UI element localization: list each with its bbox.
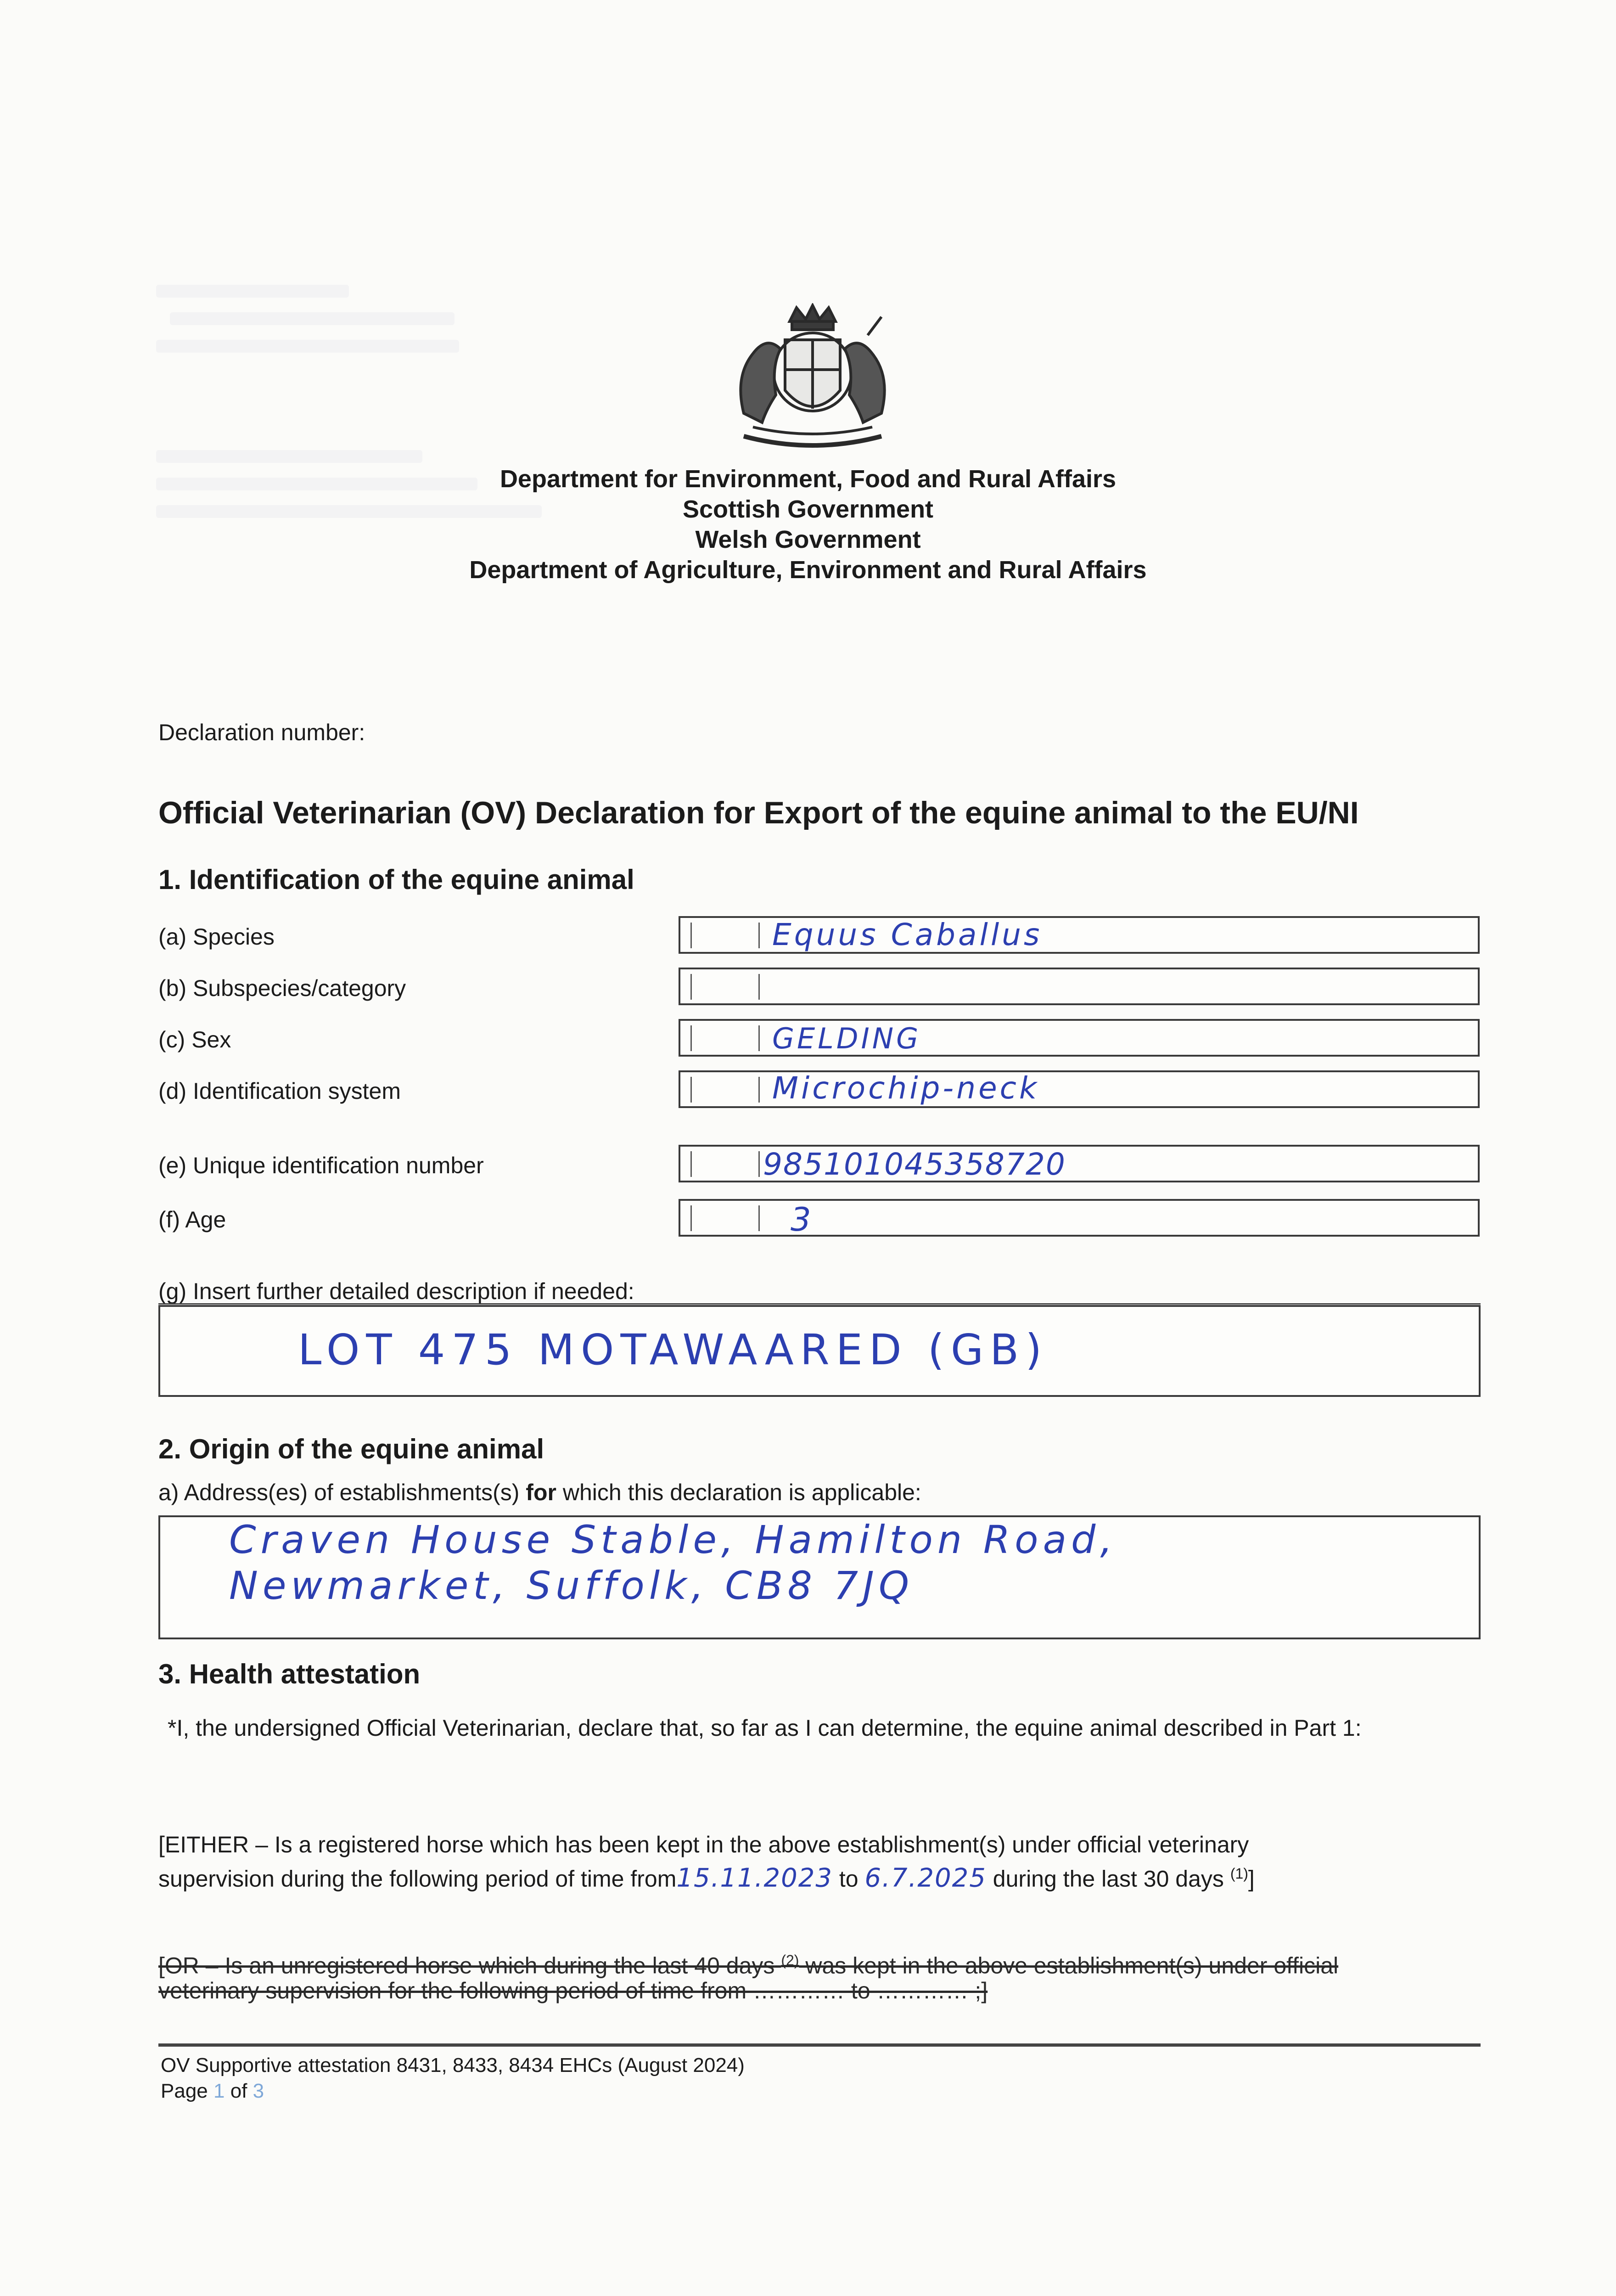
field-label-sex: (c) Sex	[158, 1027, 231, 1052]
field-divider	[758, 1077, 760, 1103]
species-field[interactable]	[679, 916, 1480, 954]
field-label-species: (a) Species	[158, 924, 275, 950]
section-heading: 1. Identification of the equine animal	[158, 864, 634, 895]
sex-field[interactable]	[679, 1019, 1480, 1057]
or-clause-struck: veterinary supervision for the following period of time from ………… to ………… ;]	[158, 1978, 988, 2003]
either-clause-line: supervision during the following period of time from15.11.2023 to 6.7.2025 during the last 30 days $^{(1)}$]	[158, 1863, 1255, 1893]
document-title: Official Veterinarian (OV) Declaration for Export of the equine animal to the EU/NI	[158, 795, 1359, 830]
field-divider	[690, 1077, 692, 1103]
declaration-number-label: Declaration number:	[158, 720, 365, 745]
field-divider	[758, 1151, 760, 1177]
footer-reference: OV Supportive attestation 8431, 8433, 8434 EHCs (August 2024)	[161, 2054, 745, 2077]
scan-artifact	[170, 312, 454, 325]
attestation-intro: *I, the undersigned Official Veterinarian, declare that, so far as I can determine, the equine animal described in Part 1:	[168, 1715, 1362, 1741]
scan-artifact	[156, 450, 422, 463]
age-value: 3	[791, 1201, 814, 1238]
field-label-unique-id: (e) Unique identification number	[158, 1153, 484, 1178]
field-label-subspecies: (b) Subspecies/category	[158, 975, 406, 1001]
divider	[158, 1303, 1481, 1305]
page-indicator: Page 1 of 3	[161, 2080, 264, 2102]
field-divider	[758, 1025, 760, 1051]
department-name: Department for Environment, Food and Rural Affairs	[499, 465, 1117, 493]
section-heading: 2. Origin of the equine animal	[158, 1434, 544, 1464]
address-line: Craven House Stable, Hamilton Road,	[229, 1517, 1117, 1562]
identification-system-value: Microchip-neck	[772, 1070, 1040, 1106]
address-line: Newmarket, Suffolk, CB8 7JQ	[229, 1563, 914, 1608]
scan-artifact	[156, 340, 459, 353]
field-divider	[758, 1205, 760, 1231]
field-label-identification-system: (d) Identification system	[158, 1078, 401, 1104]
department-name: Scottish Government	[682, 495, 934, 523]
field-divider	[690, 1205, 692, 1231]
department-name: Department of Agriculture, Environment and Rural Affairs	[469, 556, 1147, 584]
field-divider	[690, 1151, 692, 1177]
field-divider	[758, 974, 760, 1000]
field-divider	[690, 923, 692, 948]
date-to-value: 6.7.2025	[864, 1863, 987, 1893]
date-from-value: 15.11.2023	[676, 1863, 833, 1893]
field-divider	[690, 974, 692, 1000]
either-clause-line: [EITHER – Is a registered horse which has been kept in the above establishment(s) under official veterinary	[158, 1832, 1249, 1857]
field-divider	[758, 923, 760, 948]
field-label-age: (f) Age	[158, 1207, 226, 1232]
scan-artifact	[156, 285, 349, 298]
species-value: Equus Caballus	[772, 917, 1043, 952]
royal-crest-icon	[716, 303, 909, 459]
section-heading: 3. Health attestation	[158, 1659, 421, 1689]
department-name: Welsh Government	[695, 526, 921, 553]
unique-id-field[interactable]	[679, 1145, 1480, 1182]
further-description-label: (g) Insert further detailed description if needed:	[158, 1278, 634, 1304]
identification-system-field[interactable]	[679, 1070, 1480, 1108]
footer	[161, 2053, 745, 2104]
further-description-value: LOT 475 MOTAWAARED (GB)	[298, 1325, 1049, 1374]
age-field[interactable]	[679, 1199, 1480, 1237]
or-clause-struck: [OR – Is an unregistered horse which during the last 40 days $^{(2)}$ was kept in the above establishment(s) under official	[158, 1952, 1339, 1979]
sex-value: GELDING	[772, 1022, 921, 1055]
footer-divider	[158, 2043, 1481, 2047]
unique-id-value: 985101045358720	[763, 1147, 1066, 1182]
further-description-field[interactable]	[158, 1305, 1481, 1397]
subspecies-field[interactable]	[679, 968, 1480, 1005]
address-label: a) Address(es) of establishments(s) for which this declaration is applicable:	[158, 1480, 921, 1505]
address-field[interactable]	[158, 1515, 1481, 1639]
field-divider	[690, 1025, 692, 1051]
